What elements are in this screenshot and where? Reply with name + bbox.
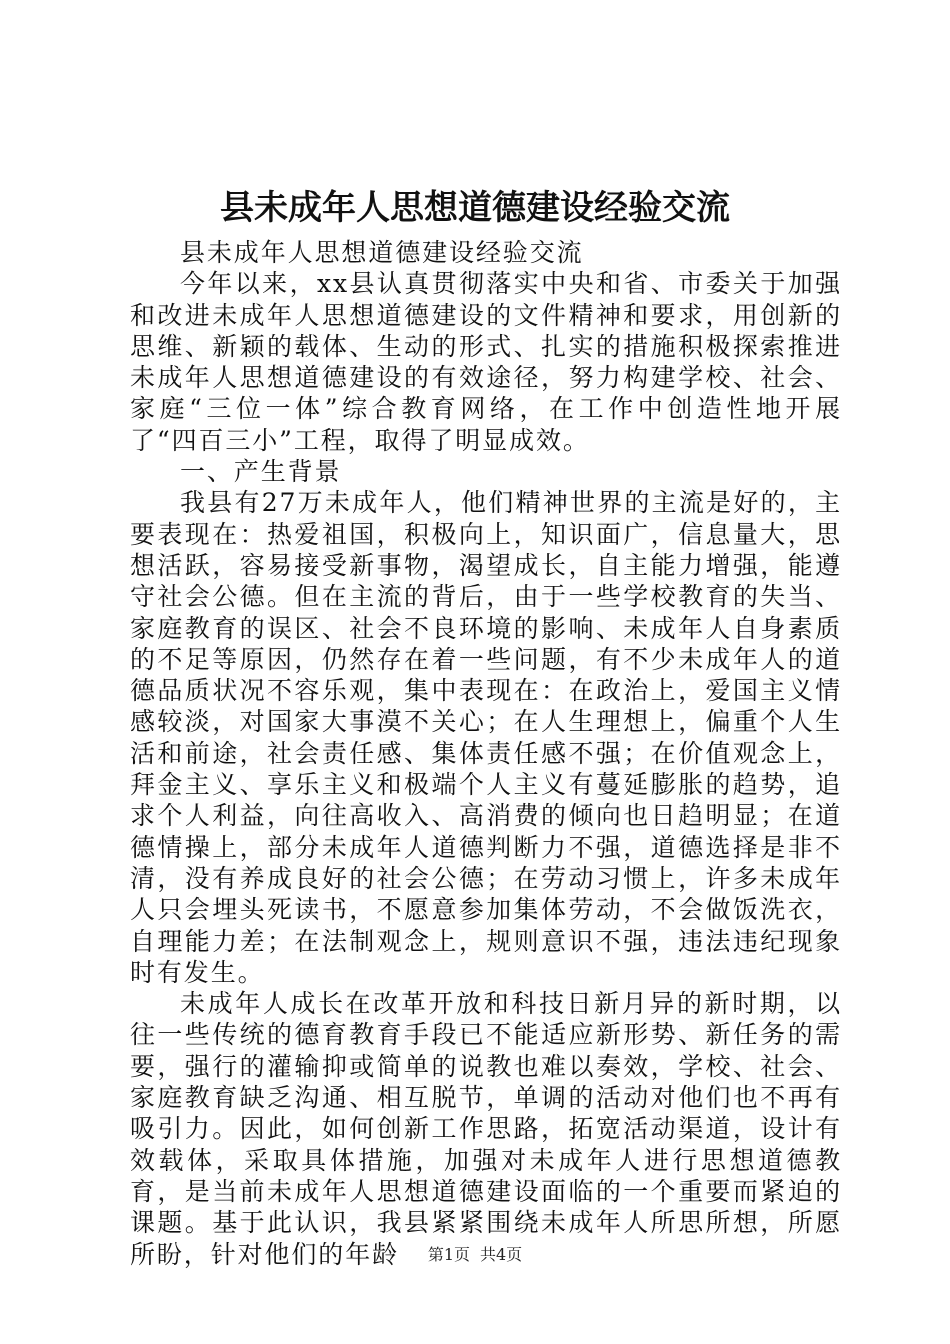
- document-body: [130, 237, 842, 1270]
- page-footer: [0, 1244, 950, 1266]
- body-paragraph-background: 我县有27万未成年人，他们精神世界的主流是好的，主要表现在：热爱祖国，积极向上，知识面广，信息量大，思想活跃，容易接受新事物，渴望成长，自主能力增强，能遵守社会公德。但在主流的背后，由于一些学校教育的失当、家庭教育的误区、社会不良环境的影响、未成年人自身素质的不足等原因，仍然存在着一些问题，有不少未成年人的道德品质状况不容乐观，集中表现在：在政治上，爱国主义情感较淡，对国家大事漠不关心；在人生理想上，偏重个人生活和前途，社会责任感、集体责任感不强；在价值观念上，拜金主义、享乐主义和极端个人主义有蔓延膨胀的趋势，追求个人利益，向往高收入、高消费的倾向也日趋明显；在道德情操上，部分未成年人道德判断力不强，道德选择是非不清，没有养成良好的社会公德；在劳动习惯上，许多未成年人只会埋头死读书，不愿意参加集体劳动，不会做饭洗衣，自理能力差；在法制观念上，规则意识不强，违法违纪现象时有发生。: [130, 488, 842, 987]
- body-paragraph-subtitle: 县未成年人思想道德建设经验交流: [180, 238, 584, 267]
- document-title: 县未成年人思想道德建设经验交流: [220, 188, 730, 228]
- body-paragraph-challenges: 未成年人成长在改革开放和科技日新月异的新时期，以往一些传统的德育教育手段已不能适应新形势、新任务的需要，强行的灌输抑或简单的说教也难以奏效，学校、社会、家庭教育缺乏沟通、相互脱节，单调的活动对他们也不再有吸引力。因此，如何创新工作思路，拓宽活动渠道，设计有效载体，采取具体措施，加强对未成年人进行思想道德教育，是当前未成年人思想道德建设面临的一个重要而紧迫的课题。基于此认识，我县紧紧围绕未成年人所思所想，所愿所盼，针对他们的年龄: [130, 989, 842, 1269]
- page-number: 第1页: [427, 1245, 470, 1264]
- body-paragraph-intro: 今年以来，xx县认真贯彻落实中央和省、市委关于加强和改进未成年人思想道德建设的文件精神和要求，用创新的思维、新颖的载体、生动的形式、扎实的措施积极探索推进未成年人思想道德建设的有效途径，努力构建学校、社会、家庭“三位一体”综合教育网络，在工作中创造性地开展了“四百三小”工程，取得了明显成效。: [130, 269, 842, 455]
- section-heading-background: 一、产生背景: [180, 457, 342, 487]
- page-total: 共4页: [480, 1245, 523, 1264]
